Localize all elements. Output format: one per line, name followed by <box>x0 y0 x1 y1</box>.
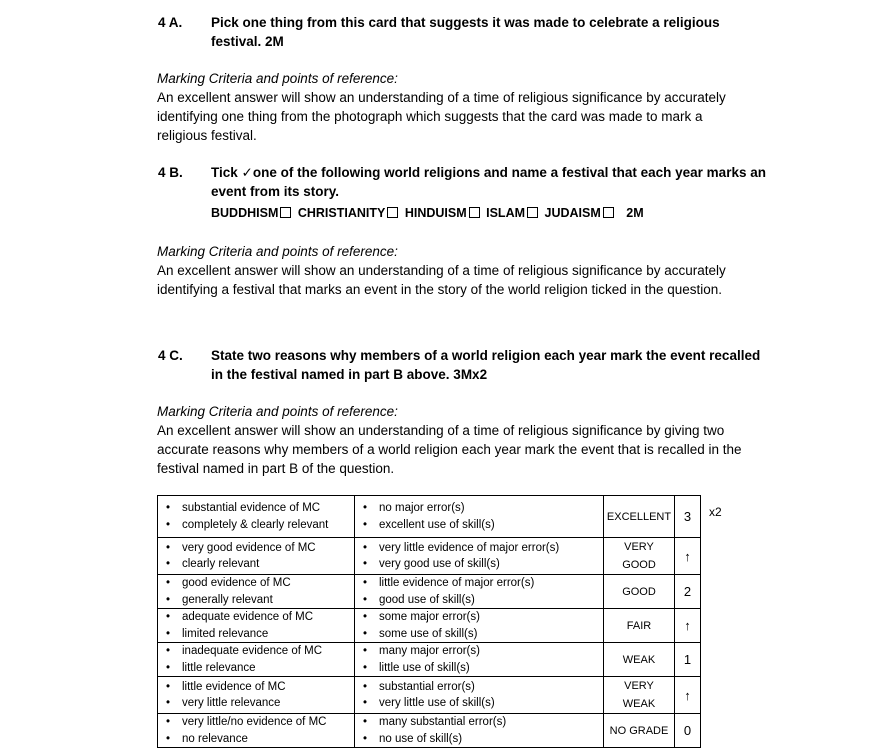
judaism-checkbox[interactable] <box>603 207 614 218</box>
q4a-criteria-heading: Marking Criteria and points of reference: <box>157 71 398 86</box>
buddhism-checkbox[interactable] <box>280 207 291 218</box>
evidence-cell <box>158 677 355 714</box>
score-cell: 0 <box>675 714 701 748</box>
criterion-item: • some use of skill(s) <box>355 626 603 643</box>
up-arrow-icon: ↑ <box>675 538 701 575</box>
score-cell: 1 <box>675 643 701 677</box>
criterion-item: • many major error(s) <box>355 643 603 660</box>
up-arrow-icon: ↑ <box>675 609 701 643</box>
q4c-question: State two reasons why members of a world religion each year mark the event recalled in the festival named in part B above. 3Mx2 <box>211 348 761 382</box>
criterion-item: • many substantial error(s) <box>355 714 603 731</box>
criterion-item: • very little use of skill(s) <box>355 695 603 712</box>
q4b-criteria-heading: Marking Criteria and points of reference: <box>157 244 398 259</box>
q4b-marks: 2M <box>626 206 644 220</box>
christianity-checkbox[interactable] <box>387 207 398 218</box>
q4c-criteria-body: An excellent answer will show an understanding of a time of religious significance by giving two accurate reasons why members of a world religion each year mark the event that is recalled in the festival named in part B of the question. <box>157 423 742 476</box>
spacer-cell <box>701 609 750 643</box>
criterion-item: • generally relevant <box>158 592 354 609</box>
criterion-item: • substantial error(s) <box>355 679 603 696</box>
criterion-item: • clearly relevant <box>158 556 354 573</box>
q4b-criteria <box>157 242 747 299</box>
spacer-cell <box>701 538 750 575</box>
religion-buddhism: BUDDHISM <box>211 206 279 220</box>
grade-cell <box>604 609 675 643</box>
criterion-item: • little use of skill(s) <box>355 660 603 677</box>
evidence-cell <box>158 643 355 677</box>
q4c-criteria-heading: Marking Criteria and points of reference: <box>157 404 398 419</box>
error-cell <box>355 496 604 538</box>
spacer-cell <box>701 677 750 714</box>
grade-label: FAIR <box>626 619 652 632</box>
q4b-text-end: one of the following world religions and name a festival that each year marks an event from its story. <box>211 165 766 199</box>
islam-checkbox[interactable] <box>527 207 538 218</box>
grid-row <box>158 538 750 575</box>
spacer-cell <box>701 575 750 609</box>
grade-cell <box>604 677 675 714</box>
error-cell <box>355 677 604 714</box>
error-cell <box>355 609 604 643</box>
grade-cell <box>604 643 675 677</box>
evidence-cell <box>158 714 355 748</box>
criterion-item: • very little evidence of major error(s) <box>355 540 603 557</box>
q4b-question <box>211 163 771 201</box>
spacer-cell <box>701 643 750 677</box>
religion-islam: ISLAM <box>486 206 526 220</box>
error-cell <box>355 538 604 575</box>
criterion-item: • inadequate evidence of MC <box>158 643 354 660</box>
grid-row <box>158 677 750 714</box>
q4a-criteria <box>157 69 747 145</box>
grid-row <box>158 643 750 677</box>
q4a-criteria-body: An excellent answer will show an understanding of a time of religious significance by accurately identifying one thing from the photograph which suggests that the card was made to mark a religious festival. <box>157 90 726 143</box>
q4a-question: Pick one thing from this card that suggests it was made to celebrate a religious festival. 2M <box>211 15 720 49</box>
grade-label: EXCELLENT <box>606 510 672 523</box>
grade-label: NO GRADE <box>609 724 669 737</box>
criterion-item: • no use of skill(s) <box>355 731 603 748</box>
grade-label: VERY <box>624 541 654 553</box>
grid-row <box>158 714 750 748</box>
score-cell: 2 <box>675 575 701 609</box>
grade-cell <box>604 575 675 609</box>
criterion-item: • very good use of skill(s) <box>355 556 603 573</box>
marking-grid <box>157 495 750 748</box>
criterion-item: • substantial evidence of MC <box>158 500 354 517</box>
grade-label: GOOD <box>622 585 656 598</box>
criterion-item: • no major error(s) <box>355 500 603 517</box>
religion-options <box>211 205 644 221</box>
criterion-item: • little evidence of MC <box>158 679 354 696</box>
criterion-item: • very little/no evidence of MC <box>158 714 354 731</box>
score-cell: 3 <box>675 496 701 538</box>
multiplier-label: x2 <box>709 504 722 519</box>
criterion-item: • good use of skill(s) <box>355 592 603 609</box>
q4a-number: 4 A. <box>158 15 183 30</box>
grid-row <box>158 609 750 643</box>
grade-cell <box>604 538 675 575</box>
q4c-number: 4 C. <box>158 348 183 363</box>
grade-label: GOOD <box>622 559 656 571</box>
criterion-item: • completely & clearly relevant <box>158 517 354 534</box>
evidence-cell <box>158 575 355 609</box>
criterion-item: • adequate evidence of MC <box>158 609 354 626</box>
religion-judaism: JUDAISM <box>544 206 601 220</box>
criterion-item: • limited relevance <box>158 626 354 643</box>
q4b-text-start: Tick <box>211 165 242 180</box>
criterion-item: • little evidence of major error(s) <box>355 575 603 592</box>
error-cell <box>355 714 604 748</box>
error-cell <box>355 643 604 677</box>
criterion-item: • excellent use of skill(s) <box>355 517 603 534</box>
grid-row <box>158 575 750 609</box>
criterion-item: • good evidence of MC <box>158 575 354 592</box>
evidence-cell <box>158 496 355 538</box>
criterion-item: • very good evidence of MC <box>158 540 354 557</box>
grade-label: VERY <box>624 680 654 692</box>
criterion-item: • some major error(s) <box>355 609 603 626</box>
religion-hinduism: HINDUISM <box>404 206 467 220</box>
q4c-criteria <box>157 402 747 478</box>
up-arrow-icon: ↑ <box>675 677 701 714</box>
criterion-item: • very little relevance <box>158 695 354 712</box>
grade-label: WEAK <box>622 698 656 710</box>
criterion-item: • little relevance <box>158 660 354 677</box>
spacer-cell <box>701 714 750 748</box>
grade-cell <box>604 496 675 538</box>
tick-icon: ✓ <box>241 165 253 180</box>
q4b-criteria-body: An excellent answer will show an understanding of a time of religious significance by accurately identifying a festival that marks an event in the story of the world religion ticked in the question. <box>157 263 726 297</box>
criterion-item: • no relevance <box>158 731 354 748</box>
evidence-cell <box>158 538 355 575</box>
grade-cell <box>604 714 675 748</box>
grid-row <box>158 496 750 538</box>
error-cell <box>355 575 604 609</box>
q4b-number: 4 B. <box>158 165 183 180</box>
hinduism-checkbox[interactable] <box>469 207 480 218</box>
evidence-cell <box>158 609 355 643</box>
religion-christianity: CHRISTIANITY <box>297 206 386 220</box>
grade-label: WEAK <box>622 653 656 666</box>
